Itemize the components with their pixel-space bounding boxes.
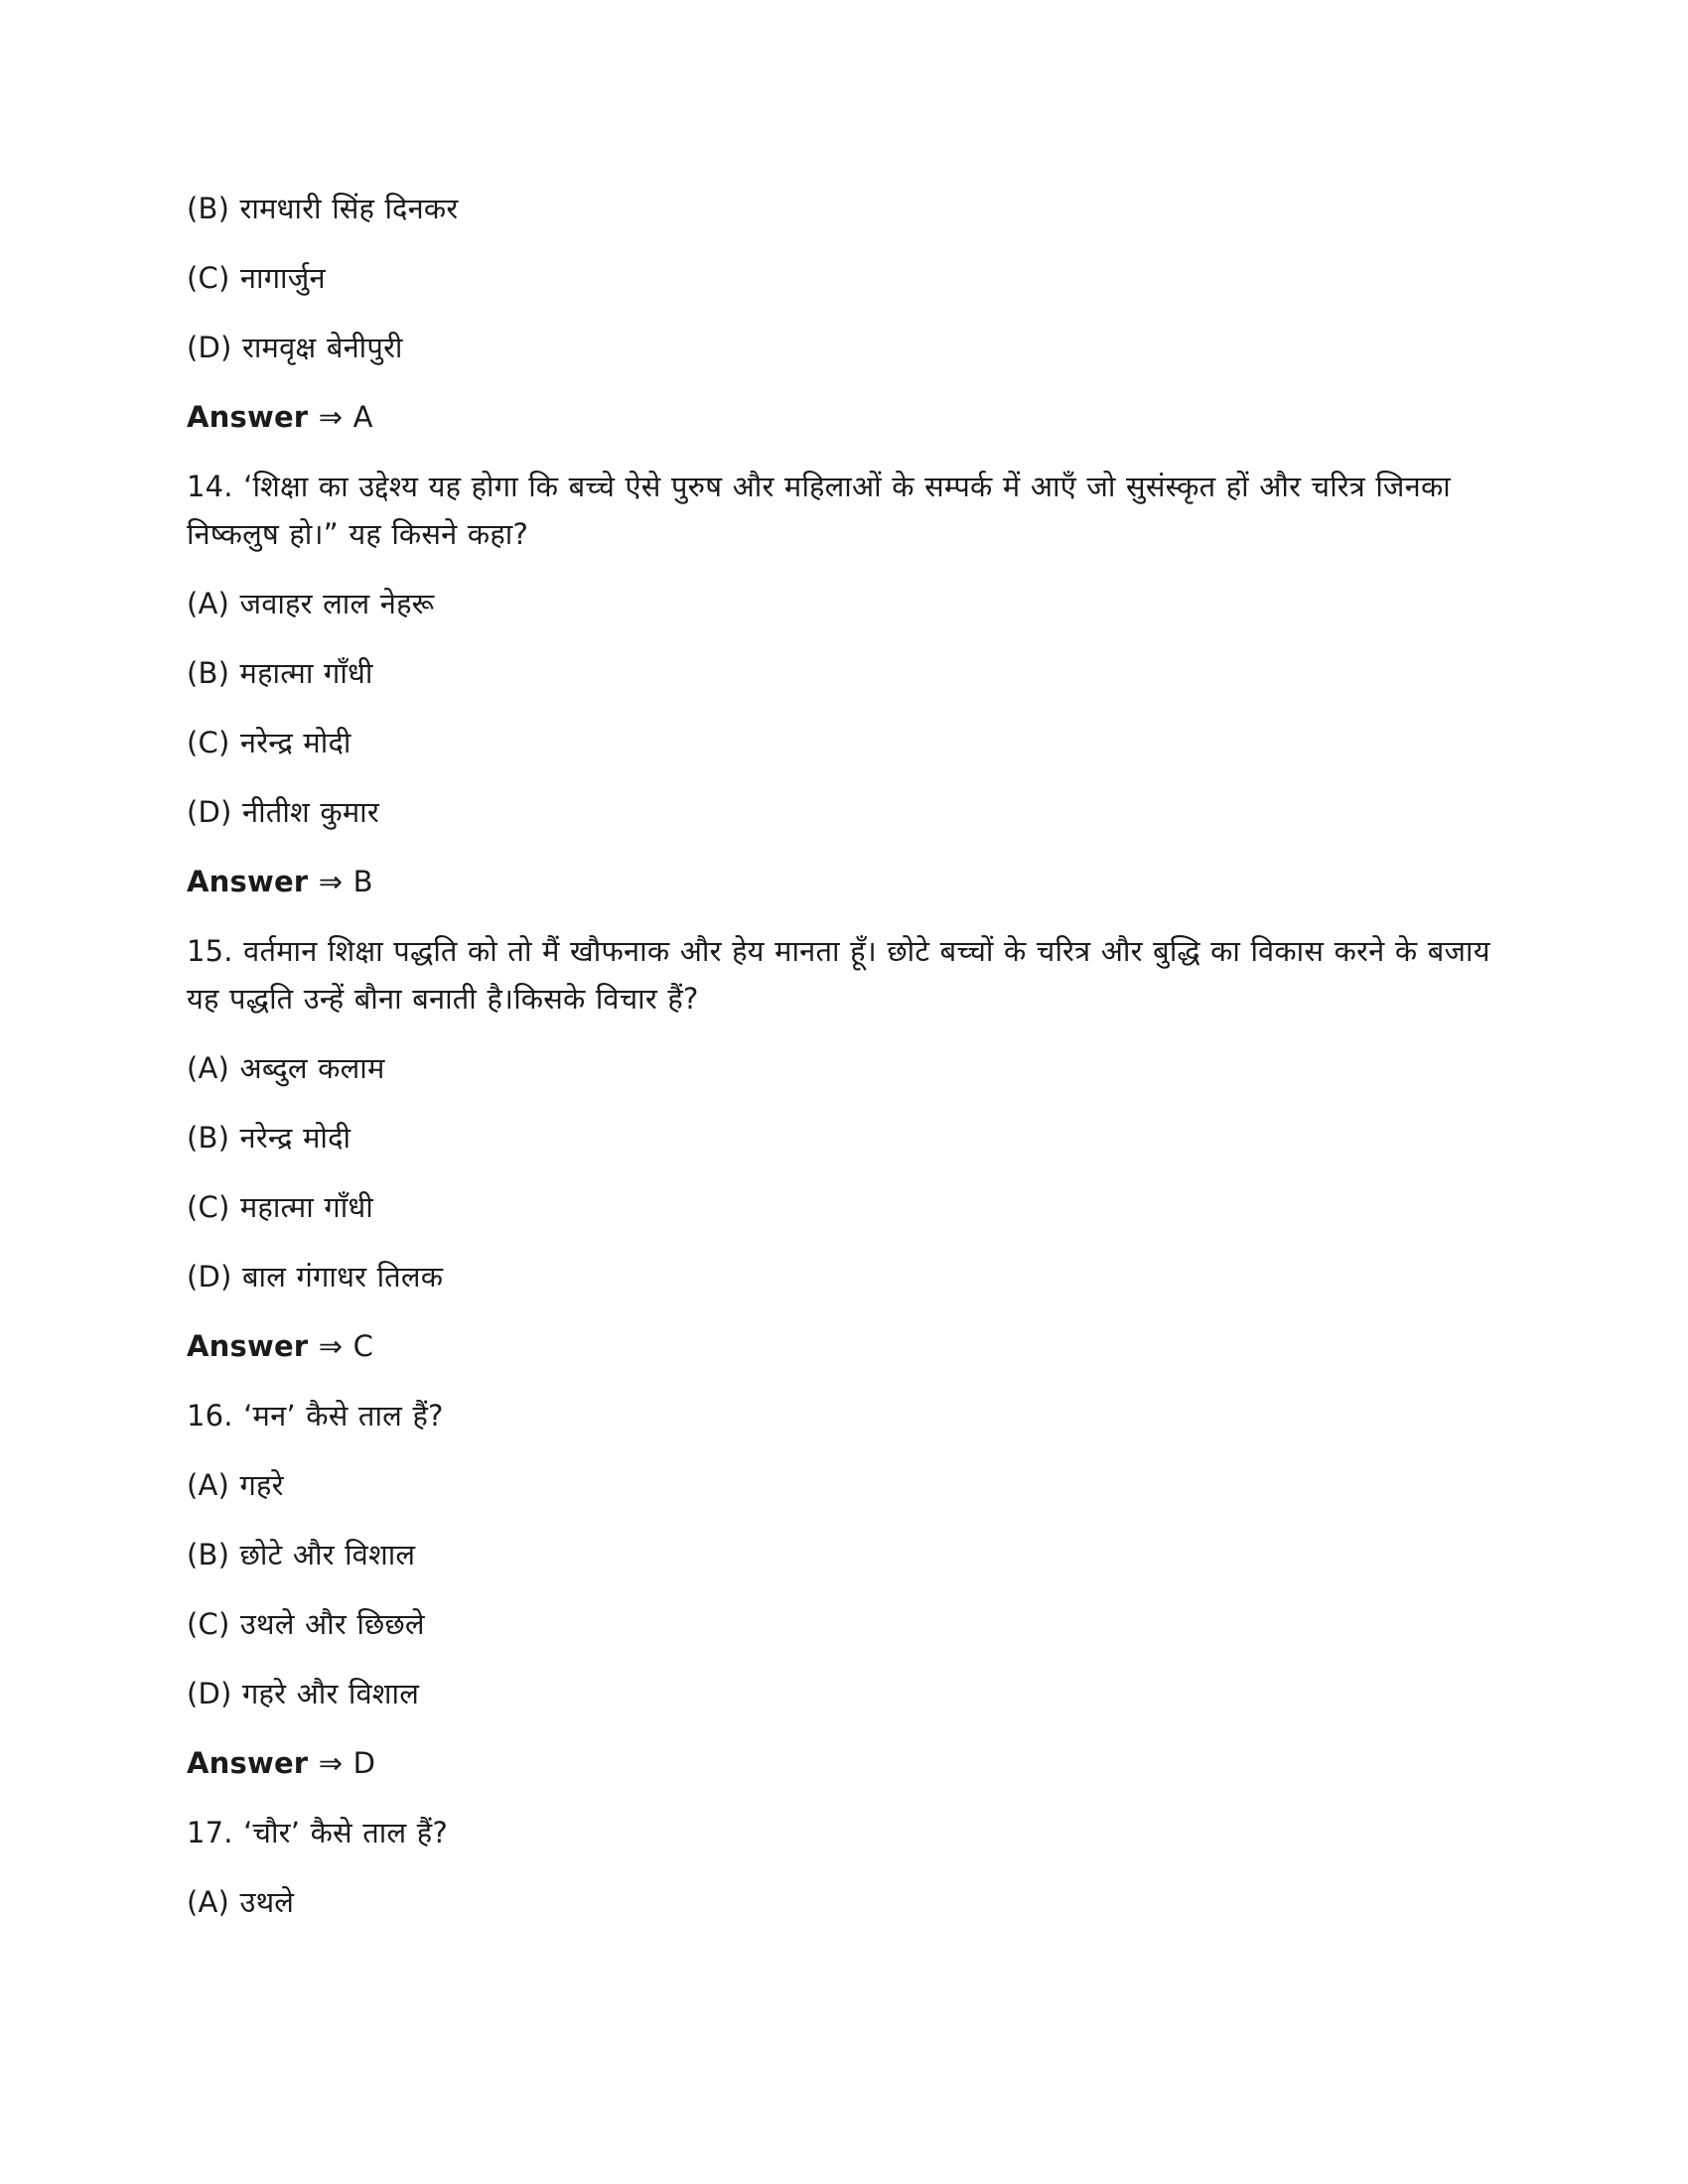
answer-arrow: ⇒ (318, 1746, 344, 1780)
option-line: (A) जवाहर लाल नेहरू (187, 587, 435, 620)
option-line: (D) रामवृक्ष बेनीपुरी (187, 331, 403, 364)
answer-value: A (352, 400, 373, 434)
question-text: 17. ‘चौर’ कैसे ताल हैं? (187, 1816, 448, 1849)
answer-label: Answer (187, 400, 309, 434)
answer-value: D (352, 1746, 376, 1780)
option-line: (B) महात्मा गाँधी (187, 656, 373, 690)
option-line: (B) नरेन्द्र मोदी (187, 1121, 352, 1155)
answer-label: Answer (187, 1746, 309, 1780)
answer-line (187, 1739, 1521, 1787)
option-line: (C) उथले और छिछले (187, 1607, 425, 1641)
answer-line (187, 393, 1521, 441)
option-line: (A) अब्दुल कलाम (187, 1051, 385, 1085)
question-text: 14. ‘शिक्षा का उद्देश्य यह होगा कि बच्चे ऐसे पुरुष और महिलाओं के सम्पर्क में आएँ जो सुसंस्कृत हों और चरित्र जिनका निष्कलुष हो।” यह किसने कहा? (187, 470, 1451, 551)
option-line: (B) रामधारी सिंह दिनकर (187, 192, 459, 225)
option-line: (C) नागार्जुन (187, 261, 326, 295)
option-line: (A) उथले (187, 1885, 295, 1919)
option-line: (C) महात्मा गाँधी (187, 1190, 373, 1224)
answer-line (187, 1322, 1521, 1370)
answer-value: C (352, 1329, 374, 1363)
option-line: (A) गहरे (187, 1468, 284, 1502)
answer-arrow: ⇒ (318, 865, 344, 898)
option-line: (D) नीतीश कुमार (187, 795, 379, 829)
option-line: (B) छोटे और विशाल (187, 1538, 416, 1571)
question-text: 16. ‘मन’ कैसे ताल हैं? (187, 1399, 444, 1433)
answer-label: Answer (187, 865, 309, 898)
answer-line (187, 858, 1521, 905)
answer-label: Answer (187, 1329, 309, 1363)
answer-value: B (352, 865, 373, 898)
question-text: 15. वर्तमान शिक्षा पद्धति को तो मैं खौफनाक और हेय मानता हूँ। छोटे बच्चों के चरित्र और बुद्धि का विकास करने के बजाय यह पद्धति उन्हें बौना बनाती है।किसके विचार हैं? (187, 934, 1490, 1016)
option-line: (D) बाल गंगाधर तिलक (187, 1260, 444, 1294)
option-line: (D) गहरे और विशाल (187, 1677, 420, 1710)
option-line: (C) नरेन्द्र मोदी (187, 726, 352, 759)
answer-arrow: ⇒ (318, 1329, 344, 1363)
answer-arrow: ⇒ (318, 400, 344, 434)
